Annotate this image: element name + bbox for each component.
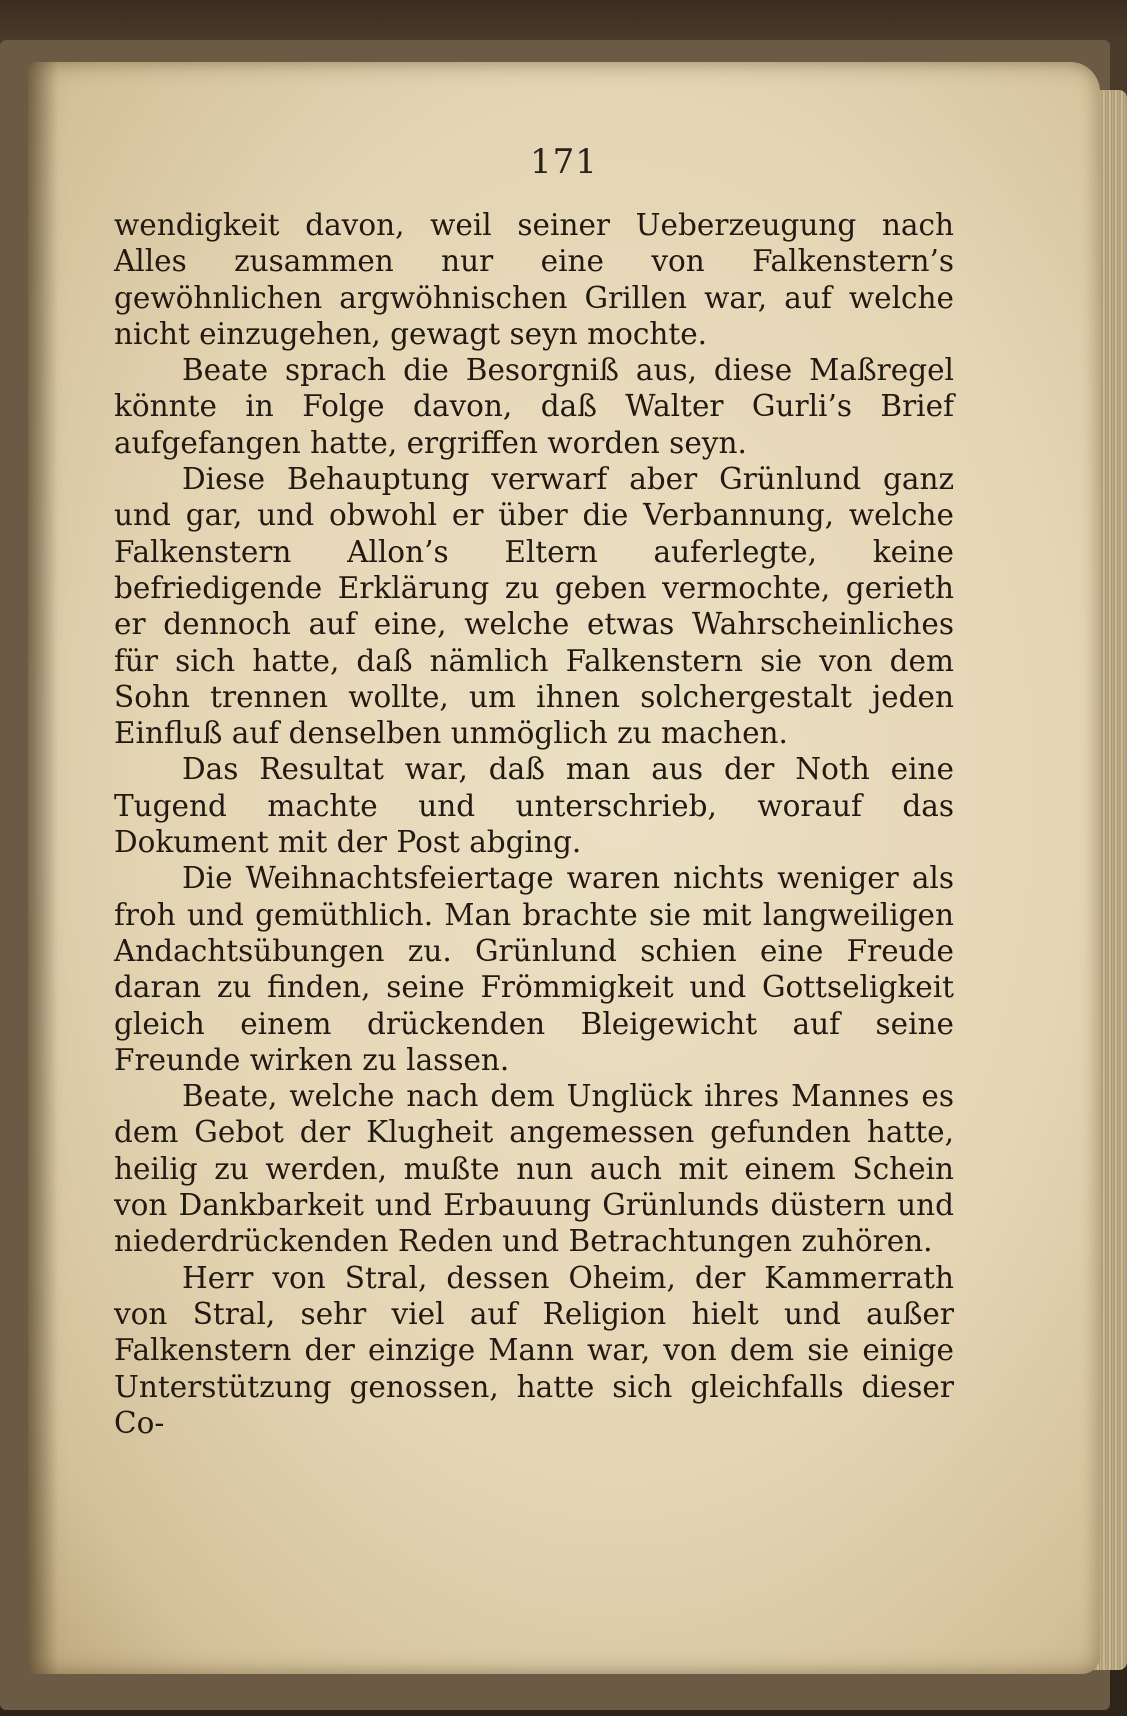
paragraph: Beate sprach die Besorgniß aus, diese Maßregel könnte in Folge davon, daß Walter Gurli’s Brief aufgefangen hatte, ergriffen worden seyn. bbox=[114, 353, 954, 460]
paragraph: Diese Behauptung verwarf aber Grünlund ganz und gar, und obwohl er über die Verbannung, welche Falkenstern Allon’s Eltern auferlegte, keine befriedigende Erklärung zu geben vermochte, gerieth er dennoch auf eine, welche etwas Wahrscheinliches für sich hatte, daß nämlich Falkenstern sie von dem Sohn trennen wollte, um ihnen solchergestalt jeden Einfluß auf denselben unmöglich zu machen. bbox=[114, 462, 954, 751]
book-page bbox=[28, 62, 1100, 1674]
paragraph: Beate, welche nach dem Unglück ihres Mannes es dem Gebot der Klugheit angemessen gefunden hatte, heilig zu werden, mußte nun auch mit einem Schein von Dankbarkeit und Erbauung Grünlunds düstern und niederdrückenden Reden und Betrachtungen zuhören. bbox=[114, 1079, 954, 1259]
page-number: 171 bbox=[530, 142, 598, 182]
paragraph: wendigkeit davon, weil seiner Ueberzeugung nach Alles zusammen nur eine von Falkenstern’s gewöhnlichen argwöhnischen Grillen war, auf welche nicht einzugehen, gewagt seyn mochte. bbox=[114, 208, 954, 351]
paragraph: Herr von Stral, dessen Oheim, der Kammerrath von Stral, sehr viel auf Religion hielt und außer Falkenstern der einzige Mann war, von dem sie einige Unterstützung genossen, hatte sich gleichfalls dieser Co- bbox=[114, 1260, 954, 1440]
paragraph: Das Resultat war, daß man aus der Noth eine Tugend machte und unterschrieb, worauf das Dokument mit der Post abging. bbox=[114, 752, 954, 860]
body-text bbox=[114, 207, 954, 1441]
paragraph: Die Weihnachtsfeiertage waren nichts weniger als froh und gemüthlich. Man brachte sie mit langweiligen Andachtsübungen zu. Grünlund schien eine Freude daran zu finden, seine Frömmigkeit und Gottseligkeit gleich einem drückenden Bleigewicht auf seine Freunde wirken zu lassen. bbox=[114, 861, 954, 1077]
page-gutter-shadow bbox=[28, 62, 58, 1674]
